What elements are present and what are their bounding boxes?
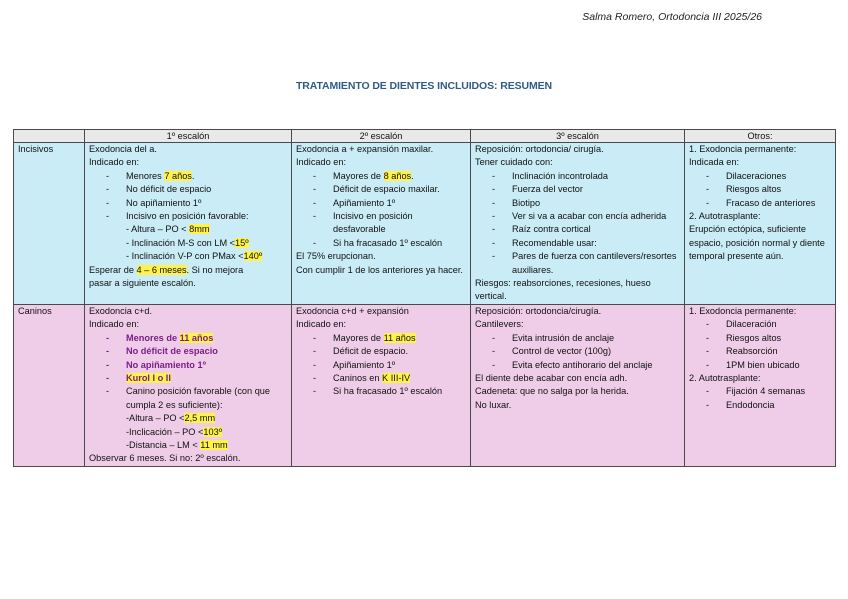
sub-item xyxy=(89,412,287,425)
bullet-item: - No déficit de espacio xyxy=(89,183,287,196)
text-line: Erupción ectópica, suficiente espacio, posición normal y diente temporal presente aún. xyxy=(689,224,825,262)
bullet-item: - Recomendable usar: xyxy=(475,237,680,250)
cell-incisivos-escalon-2 xyxy=(292,143,471,305)
highlight-value: 11 años xyxy=(383,332,416,343)
text-line: Reposición: ortodoncia/cirugía. xyxy=(475,305,602,316)
column-header-escalon-1: 1º escalón xyxy=(85,130,292,143)
cell-caninos-escalon-2 xyxy=(292,304,471,466)
bullet-text: Caninos en xyxy=(333,372,383,383)
text-line: Cantilevers: xyxy=(475,319,524,330)
highlight-value: 140º xyxy=(243,251,263,262)
summary-table xyxy=(13,129,836,467)
highlight-value: 11 años xyxy=(179,332,214,343)
text-line: Indicada en: xyxy=(689,157,740,168)
text-line: Indicado en: xyxy=(89,319,140,330)
bullet-item: - 1PM bien ubicado xyxy=(689,359,831,372)
text-line: Indicado en: xyxy=(89,157,140,168)
text-line: Observar 6 meses. Si no: 2º escalón. xyxy=(89,453,241,464)
author-note: Salma Romero, Ortodoncia III 2025/26 xyxy=(582,11,762,23)
text-line: El 75% erupcionan. xyxy=(296,251,376,262)
bullet-text: Menores de xyxy=(126,332,180,343)
sub-text: - Inclinación V-P con PMax < xyxy=(126,251,244,262)
highlight-value: 4 – 6 meses xyxy=(136,264,187,275)
bullet-item: - Déficit de espacio. xyxy=(296,345,466,358)
bullet-item: - Dilaceración xyxy=(689,318,831,331)
row-incisivos xyxy=(14,143,836,305)
highlight-value: Kurol I o II xyxy=(126,372,171,383)
text-line: Riesgos: reabsorciones, recesiones, hueso vertical. xyxy=(475,278,651,302)
header-row xyxy=(14,130,836,143)
bullet-item: - Inclinación incontrolada xyxy=(475,170,680,183)
highlight-value: K III-IV xyxy=(382,372,411,383)
text-line: Tener cuidado con: xyxy=(475,157,553,168)
highlight-value: 103º xyxy=(203,426,223,437)
bullet-item xyxy=(296,372,466,385)
sub-item xyxy=(89,223,287,236)
bullet-item: - Evita efecto antihorario del anclaje xyxy=(475,359,680,372)
bullet-item xyxy=(89,332,287,345)
bullet-item: - Déficit de espacio maxilar. xyxy=(296,183,466,196)
bullet-item: - Fijación 4 semanas xyxy=(689,385,831,398)
sub-text: -Distancia – LM < xyxy=(126,439,201,450)
column-header-escalon-2: 2º escalón xyxy=(292,130,471,143)
text-line: Indicado en: xyxy=(296,157,347,168)
bullet-text: . xyxy=(191,170,195,181)
sub-item xyxy=(89,426,287,439)
text-fragment: . Si no mejora xyxy=(186,264,244,275)
corner-cell xyxy=(14,130,85,143)
page-title: TRATAMIENTO DE DIENTES INCLUIDOS: RESUMEN xyxy=(295,80,553,92)
cell-incisivos-escalon-3 xyxy=(471,143,685,305)
bullet-item: - Si ha fracasado 1º escalón xyxy=(296,237,466,250)
text-fragment: Esperar de xyxy=(89,264,137,275)
bullet-item: - No déficit de espacio xyxy=(89,345,287,358)
text-line: Exodoncia c+d + expansión xyxy=(296,305,409,316)
bullet-item: - Apiñamiento 1º xyxy=(296,359,466,372)
text-line xyxy=(89,264,287,277)
bullet-item xyxy=(89,170,287,183)
text-line: Exodoncia del a. xyxy=(89,144,157,154)
text-line: 1. Exodoncia permanente: xyxy=(689,305,797,316)
column-header-escalon-3: 3º escalón xyxy=(471,130,685,143)
sub-text: -Inclicación – PO < xyxy=(126,426,204,437)
sub-item xyxy=(89,250,287,263)
bullet-item: - Endodoncia xyxy=(689,399,831,412)
text-line: Exodoncia a + expansión maxilar. xyxy=(296,144,434,154)
text-line: pasar a siguiente escalón. xyxy=(89,278,196,289)
row-caninos xyxy=(14,304,836,466)
row-label-incisivos: Incisivos xyxy=(14,143,85,305)
bullet-item xyxy=(89,372,287,385)
bullet-text: Mayores de xyxy=(333,170,384,181)
bullet-item: - Fuerza del vector xyxy=(475,183,680,196)
bullet-item: - Dilaceraciones xyxy=(689,170,831,183)
bullet-item: - Evita intrusión de anclaje xyxy=(475,332,680,345)
sub-text: - Inclinación M-S con LM < xyxy=(126,237,236,248)
cell-incisivos-otros xyxy=(685,143,836,305)
bullet-item: - Incisivo en posición favorable: xyxy=(89,210,287,223)
bullet-item: - Reabsorción xyxy=(689,345,831,358)
bullet-text: . xyxy=(411,170,414,181)
bullet-item: - No apiñamiento 1º xyxy=(89,359,287,372)
cell-caninos-escalon-1 xyxy=(85,304,292,466)
text-line: Cadeneta: que no salga por la herida. xyxy=(475,386,629,397)
bullet-text: Mayores de xyxy=(333,332,384,343)
bullet-item: - Apiñamiento 1º xyxy=(296,197,466,210)
bullet-item: - Control de vector (100g) xyxy=(475,345,680,358)
bullet-item: - Canino posición favorable (con que cumpla 2 es suficiente): xyxy=(89,385,287,412)
bullet-item: - Biotipo xyxy=(475,197,680,210)
bullet-item: - Riesgos altos xyxy=(689,183,831,196)
bullet-item: - Pares de fuerza con cantilevers/resortes auxiliares. xyxy=(475,250,680,277)
text-line: 2. Autotrasplante: xyxy=(689,372,761,383)
bullet-item xyxy=(296,332,466,345)
highlight-value: 8 años xyxy=(383,170,412,181)
highlight-value: 7 años xyxy=(164,170,192,181)
bullet-text: Menores xyxy=(126,170,165,181)
bullet-item: - Riesgos altos xyxy=(689,332,831,345)
bullet-item: - Ver si va a acabar con encía adherida xyxy=(475,210,680,223)
cell-caninos-otros xyxy=(685,304,836,466)
sub-text: - Altura – PO < xyxy=(126,224,190,235)
text-line: No luxar. xyxy=(475,399,512,410)
cell-incisivos-escalon-1 xyxy=(85,143,292,305)
highlight-value: 11 mm xyxy=(200,439,228,450)
highlight-value: 2,5 mm xyxy=(184,413,216,424)
text-line: 2. Autotrasplante: xyxy=(689,211,761,222)
sub-text: -Altura – PO < xyxy=(126,413,185,424)
column-header-otros: Otros: xyxy=(685,130,836,143)
bullet-item: - No apiñamiento 1º xyxy=(89,197,287,210)
text-line: Con cumplir 1 de los anteriores ya hacer. xyxy=(296,264,463,275)
text-line: Reposición: ortodoncia/ cirugía. xyxy=(475,144,604,154)
bullet-item: - Fracaso de anteriores xyxy=(689,197,831,210)
row-label-caninos: Caninos xyxy=(14,304,85,466)
highlight-value: 15º xyxy=(235,237,249,248)
bullet-item: - Raíz contra cortical xyxy=(475,223,680,236)
sub-item xyxy=(89,237,287,250)
bullet-item: - Si ha fracasado 1º escalón xyxy=(296,385,466,398)
highlight-value: 8mm xyxy=(189,224,210,235)
text-line: Exodoncia c+d. xyxy=(89,305,153,316)
cell-caninos-escalon-3 xyxy=(471,304,685,466)
bullet-item xyxy=(296,170,466,183)
text-line: Indicado en: xyxy=(296,319,347,330)
text-line: El diente debe acabar con encía adh. xyxy=(475,372,628,383)
text-line: 1. Exodoncia permanente: xyxy=(689,144,797,154)
sub-item xyxy=(89,439,287,452)
bullet-item: - Incisivo en posición desfavorable xyxy=(296,210,466,237)
